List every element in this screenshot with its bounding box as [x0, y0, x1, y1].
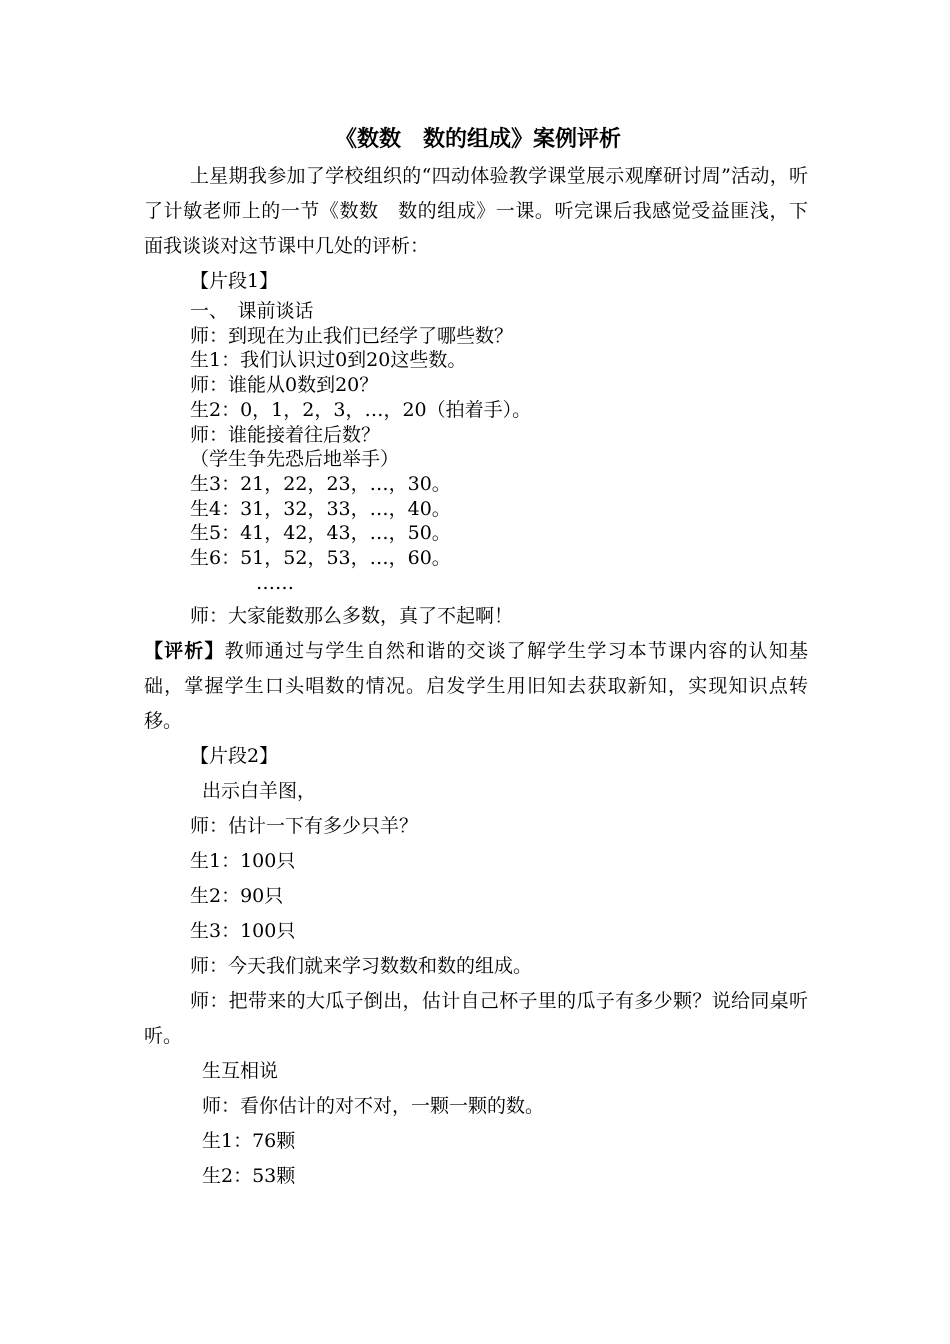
document-page	[144, 125, 808, 1194]
intro-paragraph: 上星期我参加了学校组织的“四动体验教学课堂展示观摩研讨周”活动，听了计敏老师上的一节《数数 数的组成》一课。听完课后我感觉受益匪浅，下面我谈谈对这节课中几处的评析：	[144, 165, 808, 257]
dialogue-line: 生2：90只	[190, 885, 284, 908]
dialogue-line: 师：到现在为止我们已经学了哪些数？	[190, 324, 514, 347]
dialogue-line: 师：看你估计的对不对，一颗一颗的数。	[202, 1095, 545, 1118]
segment2-show: 出示白羊图，	[202, 780, 317, 803]
segment1-subheading: 一、 课前谈话	[190, 300, 314, 322]
dialogue-line: 师：谁能从0数到20？	[190, 374, 379, 397]
dialogue-line: 生3：100只	[190, 920, 296, 943]
dialogue-line: 生1：76颗	[202, 1130, 296, 1153]
segment2-heading: 【片段2】	[190, 745, 279, 768]
dialogue-line: 师：谁能接着往后数？	[190, 423, 381, 446]
segment1-heading: 【片段1】	[190, 270, 279, 292]
dialogue-paragraph: 师：把带来的大瓜子倒出，估计自己杯子里的瓜子有多少颗？说给同桌听听。	[144, 990, 808, 1048]
dialogue-line: 生5：41，42，43，…，50。	[190, 522, 451, 545]
document-title: 《数数 数的组成》案例评析	[334, 127, 621, 152]
dialogue-line: 师：估计一下有多少只羊？	[190, 815, 419, 838]
analysis-label: 【评析】	[144, 640, 225, 663]
dialogue-line: 生1：100只	[190, 850, 296, 873]
dialogue-line: 生1：我们认识过0到20这些数。	[190, 349, 467, 372]
dialogue-line: 生6：51，52，53，…，60。	[190, 547, 451, 570]
dialogue-line: 生3：21，22，23，…，30。	[190, 472, 451, 495]
dialogue-line: 生4：31，32，33，…，40。	[190, 497, 451, 520]
dialogue-line: （学生争先恐后地举手）	[190, 448, 400, 471]
dialogue-line: 生2：0，1，2，3，…，20（拍着手）。	[190, 398, 532, 421]
analysis-text: 教师通过与学生自然和谐的交谈了解学生学习本节课内容的认知基础，掌握学生口头唱数的情况。启发学生用旧知去获取新知，实现知识点转移。	[144, 640, 808, 733]
dialogue-line: 生互相说	[202, 1060, 279, 1083]
analysis-paragraph	[144, 634, 808, 739]
ellipsis: ……	[256, 571, 294, 594]
dialogue-line: 师：今天我们就来学习数数和数的组成。	[190, 955, 533, 978]
segment1-closing: 师：大家能数那么多数，真了不起啊！	[190, 605, 514, 628]
dialogue-line: 生2：53颗	[202, 1165, 296, 1188]
